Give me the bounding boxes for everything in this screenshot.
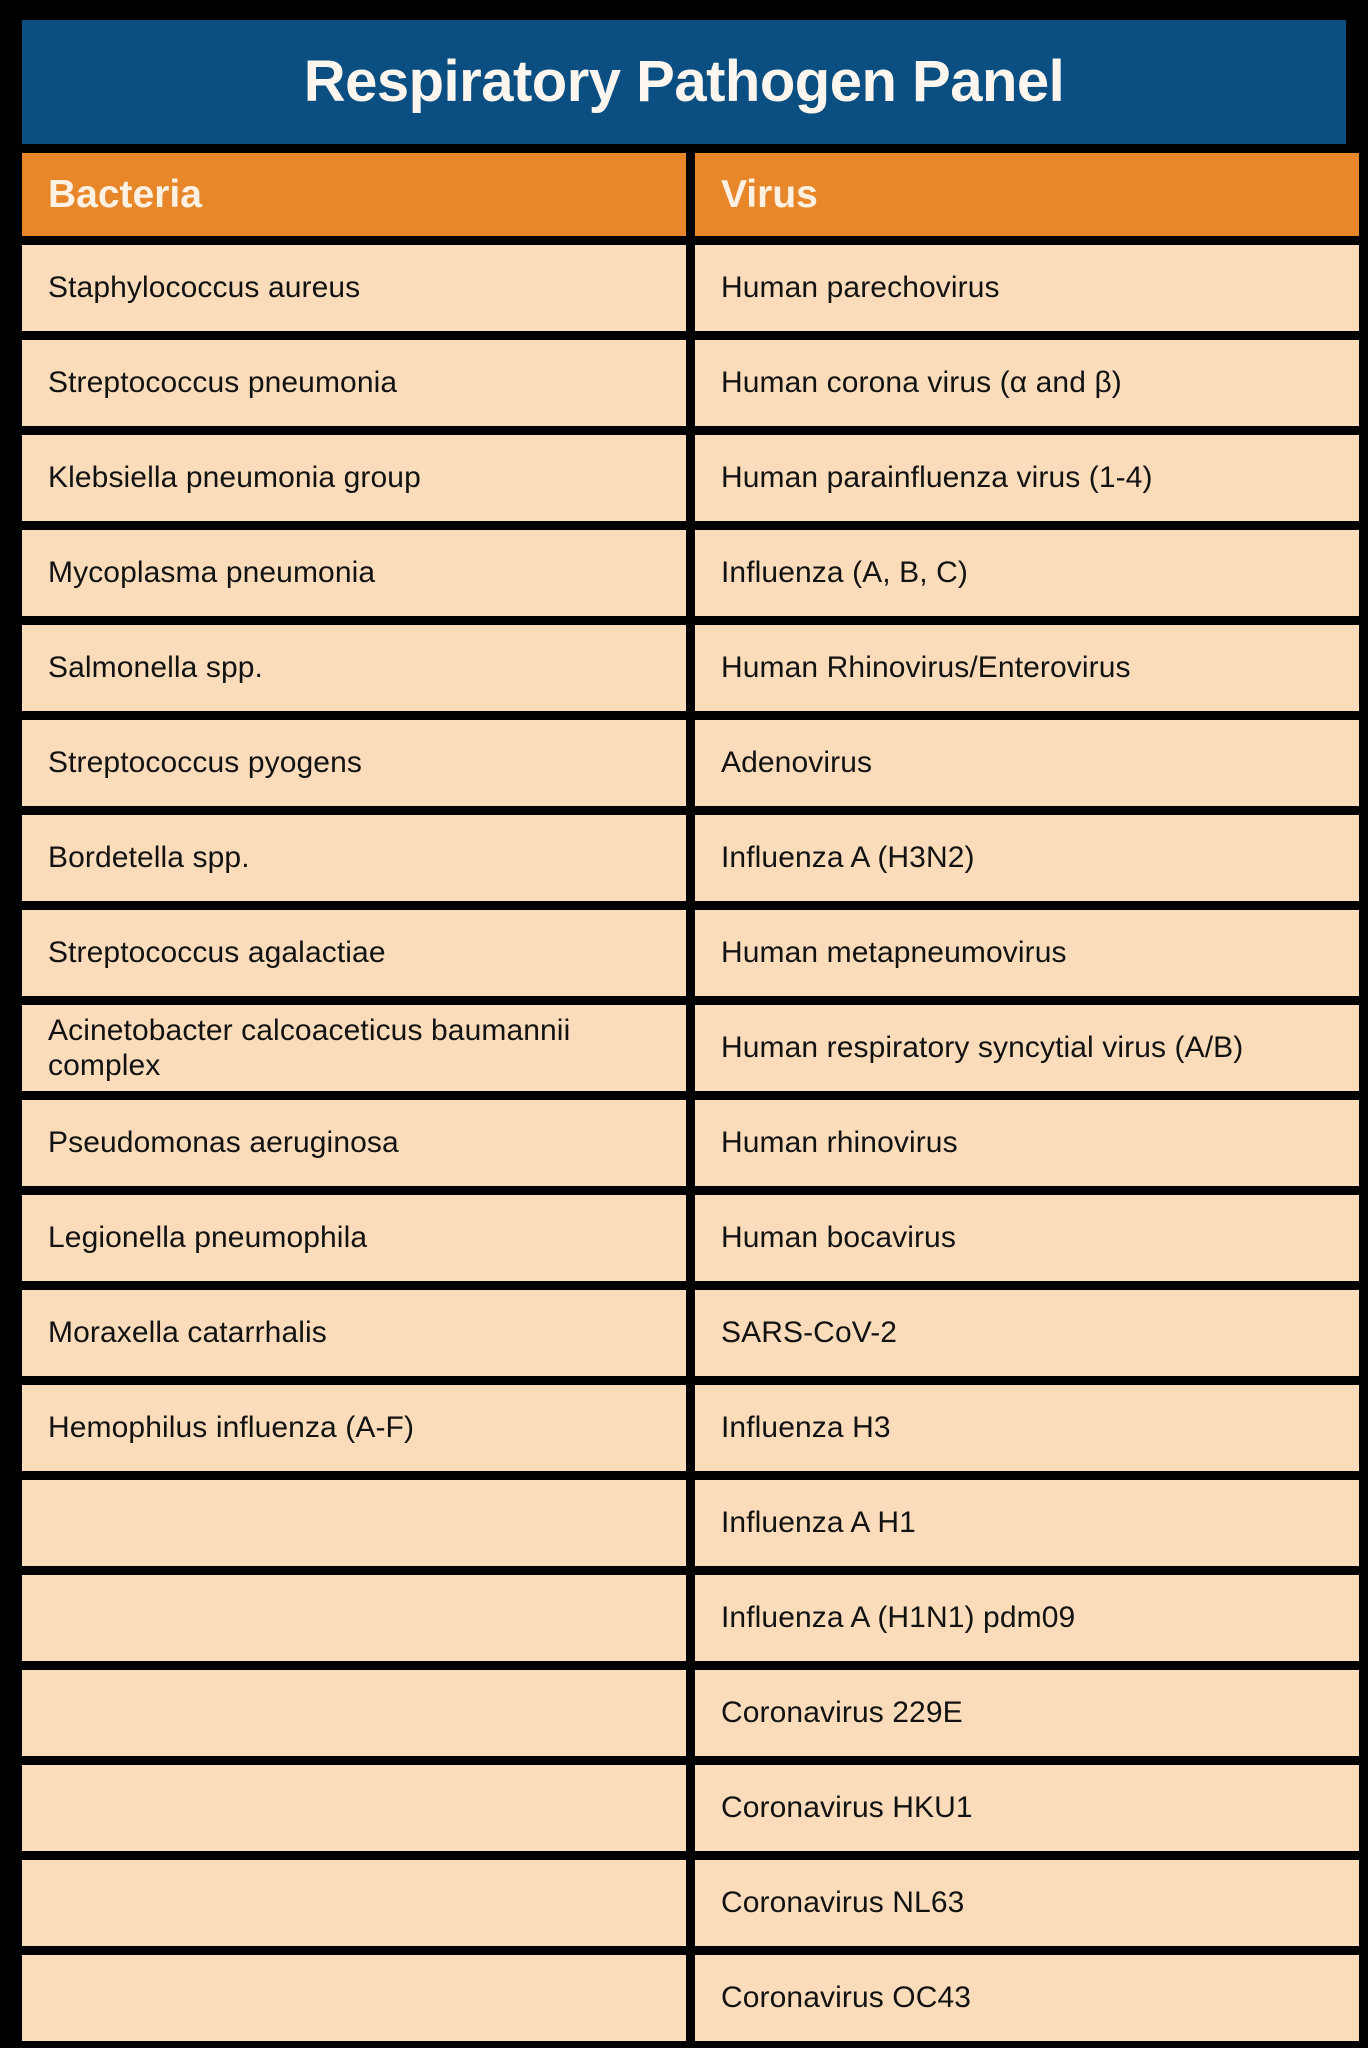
table-cell-label: Pseudomonas aeruginosa (48, 1126, 399, 1160)
panel-title-bar (22, 20, 1346, 144)
table-cell-bacteria (22, 340, 686, 426)
table-cell-label: Mycoplasma pneumonia (48, 556, 376, 590)
table-cell-label: Coronavirus OC43 (721, 1981, 972, 2015)
table-cell-label: Human Rhinovirus/Enterovirus (721, 651, 1131, 685)
table-cell-virus (695, 1385, 1359, 1471)
table-cell-label: Human metapneumovirus (721, 936, 1067, 970)
table-cell-label: Coronavirus NL63 (721, 1886, 965, 1920)
table-cell-label: Legionella pneumophila (48, 1221, 368, 1255)
table-cell-bacteria (22, 1005, 686, 1091)
table-cell-bacteria (22, 1385, 686, 1471)
table-cell-label: Coronavirus 229E (721, 1696, 963, 1730)
table-cell-label: Influenza A (H3N2) (721, 841, 975, 875)
table-cell-label: Coronavirus HKU1 (721, 1791, 973, 1825)
table-cell-virus (695, 1670, 1359, 1756)
table-cell-bacteria-empty (22, 1860, 686, 1946)
table-cell-bacteria-empty (22, 1765, 686, 1851)
table-cell-bacteria (22, 530, 686, 616)
table-cell-label: Streptococcus pneumonia (48, 366, 398, 400)
table-cell-label: Human parainfluenza virus (1-4) (721, 461, 1153, 495)
column-header-virus (695, 153, 1359, 236)
table-cell-label: Influenza H3 (721, 1411, 891, 1445)
table-cell-virus (695, 435, 1359, 521)
table-cell-virus (695, 1575, 1359, 1661)
table-cell-virus (695, 815, 1359, 901)
table-cell-bacteria-empty (22, 1670, 686, 1756)
table-cell-label: SARS-CoV-2 (721, 1316, 898, 1350)
table-cell-label: Streptococcus pyogens (48, 746, 362, 780)
table-cell-bacteria (22, 910, 686, 996)
table-cell-virus (695, 1955, 1359, 2041)
table-cell-bacteria-empty (22, 1955, 686, 2041)
table-cell-bacteria (22, 245, 686, 331)
table-cell-label: Streptococcus agalactiae (48, 936, 386, 970)
table-cell-label: Influenza (A, B, C) (721, 556, 968, 590)
table-cell-label: Acinetobacter calcoaceticus baumannii complex (48, 1013, 571, 1082)
column-header-bacteria (22, 153, 686, 236)
table-cell-label: Staphylococcus aureus (48, 271, 361, 305)
table-cell-label: Klebsiella pneumonia group (48, 461, 421, 495)
table-cell-virus (695, 1290, 1359, 1376)
table-cell-virus (695, 910, 1359, 996)
table-cell-virus (695, 1005, 1359, 1091)
table-cell-label: Human respiratory syncytial virus (A/B) (721, 1031, 1244, 1065)
table-cell-virus (695, 245, 1359, 331)
table-cell-virus (695, 720, 1359, 806)
table-cell-bacteria-empty (22, 1575, 686, 1661)
table-cell-bacteria (22, 1290, 686, 1376)
table-cell-label: Human corona virus (α and β) (721, 366, 1122, 400)
table-cell-label: Adenovirus (721, 746, 873, 780)
table-cell-label: Salmonella spp. (48, 651, 263, 685)
table-cell-virus (695, 530, 1359, 616)
table-cell-virus (695, 625, 1359, 711)
table-cell-label: Human rhinovirus (721, 1126, 958, 1160)
table-cell-bacteria (22, 720, 686, 806)
table-cell-label: Human parechovirus (721, 271, 1000, 305)
page-title: Respiratory Pathogen Panel (303, 49, 1065, 114)
table-cell-bacteria (22, 625, 686, 711)
table-cell-label: Hemophilus influenza (A-F) (48, 1411, 415, 1445)
table-cell-label: Influenza A (H1N1) pdm09 (721, 1601, 1076, 1635)
table-cell-virus (695, 1480, 1359, 1566)
table-cell-label: Bordetella spp. (48, 841, 250, 875)
table-cell-label: Moraxella catarrhalis (48, 1316, 327, 1350)
table-cell-label: Influenza A H1 (721, 1506, 916, 1540)
column-header-bacteria-label: Bacteria (48, 173, 202, 216)
table-cell-virus (695, 1765, 1359, 1851)
table-cell-virus (695, 1100, 1359, 1186)
table-cell-label: Human bocavirus (721, 1221, 956, 1255)
table-cell-virus (695, 1195, 1359, 1281)
table-cell-bacteria (22, 435, 686, 521)
column-header-virus-label: Virus (721, 173, 818, 216)
table-cell-bacteria-empty (22, 1480, 686, 1566)
pathogen-table (22, 153, 1346, 2041)
table-cell-bacteria (22, 1195, 686, 1281)
table-cell-virus (695, 1860, 1359, 1946)
table-cell-bacteria (22, 1100, 686, 1186)
table-cell-virus (695, 340, 1359, 426)
table-cell-bacteria (22, 815, 686, 901)
